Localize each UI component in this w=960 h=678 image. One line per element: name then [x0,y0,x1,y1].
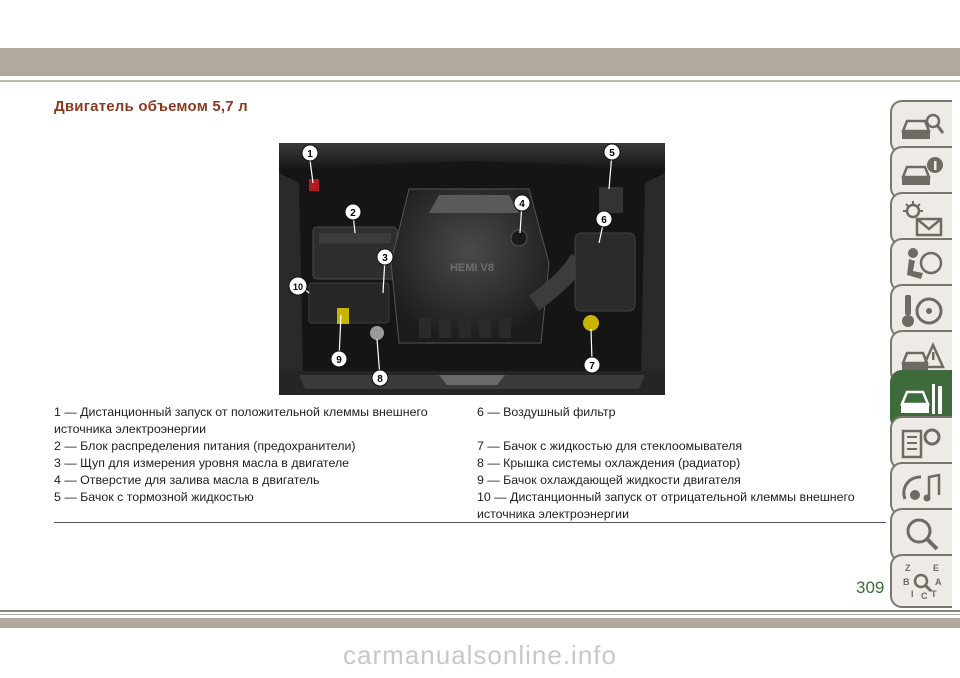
legend-item-10: 10 — Дистанционный запуск от отрицательной клеммы внешнего источника электроэнергии [477,490,855,521]
svg-text:B: B [903,577,910,587]
svg-text:8: 8 [377,374,383,385]
svg-text:T: T [931,589,937,599]
legend-item-9: 9 — Бачок охлаждающей жидкости двигателя [477,473,741,487]
legend-item-6: 6 — Воздушный фильтр [477,405,616,419]
svg-text:5: 5 [609,148,615,159]
header-rule [0,80,960,82]
callout-5 [604,144,620,160]
car-wrench-icon [899,380,945,420]
svg-text:3: 3 [382,253,388,264]
legend-item-5: 5 — Бачок с тормозной жидкостью [54,490,254,504]
multimedia-icon [899,469,945,509]
svg-text:10: 10 [292,282,304,292]
callout-10 [289,277,307,295]
legend-divider [54,522,886,523]
footer-rule-1 [0,610,960,612]
legend-item-8: 8 — Крышка системы охлаждения (радиатор) [477,456,741,470]
steering-key-icon [899,291,945,331]
svg-text:Z: Z [905,563,911,573]
svg-text:6: 6 [601,215,607,226]
svg-text:C: C [921,591,928,601]
svg-text:7: 7 [589,361,595,372]
callout-8 [372,370,388,386]
engine-badge: HEMI V8 [449,262,495,274]
callout-1 [302,145,318,161]
callout-4 [514,195,530,211]
airbag-seat-icon [899,245,945,285]
svg-text:A: A [935,577,942,587]
car-info-icon [899,153,945,193]
legend-right-column [477,404,897,523]
engine-bay-photo [279,143,665,395]
engine-bay-illustration [279,143,665,395]
legend-item-3: 3 — Щуп для измерения уровня масла в двигателе [54,456,350,470]
search-index-icon [899,515,945,555]
tab-alphabet-index[interactable] [890,554,952,608]
svg-text:9: 9 [336,355,342,366]
footer-band [0,618,960,628]
callout-7 [584,357,600,373]
specs-gear-icon [899,423,945,463]
footer-rule-2 [0,614,960,615]
svg-text:4: 4 [519,199,525,210]
header-band [0,48,960,76]
svg-text:2: 2 [350,208,356,219]
legend-item-1: 1 — Дистанционный запуск от положительной клеммы внешнего источника электроэнергии [54,405,428,436]
warning-lights-icon [899,199,945,239]
page-number: 309 [856,578,885,597]
car-search-icon [899,107,945,147]
legend-left-column [54,404,454,506]
section-title: Двигатель объемом 5,7 л [54,98,248,115]
svg-text:E: E [933,563,940,573]
legend-item-2: 2 — Блок распределения питания (предохранители) [54,439,356,453]
callout-6 [596,211,612,227]
svg-text:I: I [911,589,914,599]
callout-9 [331,351,347,367]
callout-2 [345,204,361,220]
legend-item-4: 4 — Отверстие для залива масла в двигатель [54,473,320,487]
watermark: carmanualsonline.info [343,640,617,670]
alphabet-index-icon [899,561,945,601]
svg-text:1: 1 [307,149,313,160]
callout-3 [377,249,393,265]
legend-item-7: 7 — Бачок с жидкостью для стеклоомывателя [477,439,743,453]
